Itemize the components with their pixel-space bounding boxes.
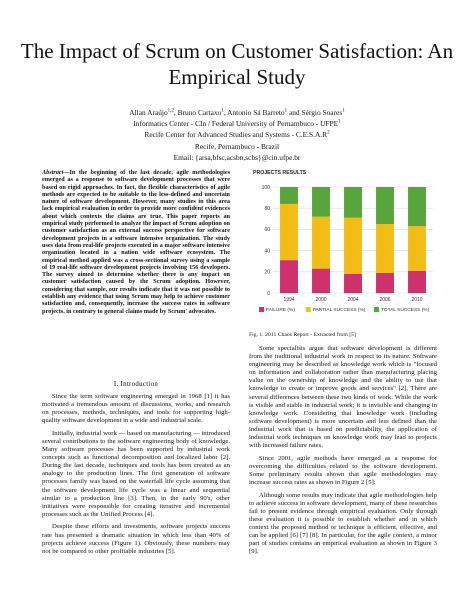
- abstract-label: Abstract: [42, 169, 64, 176]
- x-tick-label: 2004: [347, 297, 359, 303]
- paper-title: The Impact of Scrum on Customer Satisfaction: An Empirical Study: [20, 39, 454, 89]
- legend-label: FAILURE (%): [266, 308, 295, 313]
- legend-label: PARTIAL SUCCESS (%): [312, 308, 366, 313]
- intro-paragraph: Initially, industrial work — based on manufacturing — introduced several contributions to the software engineering body of knowledge. Many software processes has been supported by industrial work concepts such as functional decomposition and localized labor [2]. During the last decade, techniques and tools has been created as an analogy to the production lines. The first generation of software processes family was based on the waterfall life cycle assuming that the software development life cycle was a linear and sequential similar to a production line [3]. Then, in the early 90's, other initiatives were responsible for creating iterative and incremental processes such as the Unified Process [4].: [42, 429, 230, 518]
- x-tick-label: 2010: [411, 297, 423, 303]
- bar-segment: [344, 187, 362, 218]
- body-paragraph: Since 2001, agile methods have emerged as a response for overcoming the difficulties related to the software development. Some preliminary results shown that agile methodologies may increase success rates as shown in Figure 2 [5]:: [249, 454, 437, 486]
- author-names: Allan Araújo$^{1,2}$, Bruno Cartaxo$^1$, Antonio Sá Barreto$^1$ and Sérgio Soares$^1$: [129, 108, 345, 117]
- bar-segment: [280, 187, 298, 204]
- abstract-body: —In the beginning of the last decade, agile methodologies emerged as a response to software development processes that were based on rigid approaches. In fact, the flexible characteristics of agile methods are expected to be suitable to the less-defined and uncertain nature of software development. However, many studies in this area lack empirical evaluation in order to provide more confident evidences about which contexts the claims are true. This paper reports an empirical study performed to analyze the impact of Scrum adoption on customer satisfaction as an external success perspective for software development projects in a software intensive organization. The study uses data from real-life projects executed in a major software intensive organization located in a nation wide software ecosystem. The empirical method applied was a cross-sectional survey using a sample of 19 real-life software development projects involving 156 developers. The survey aimed to determine whether there is any impact on customer satisfaction caused by the Scrum adoption. However, considering that sample, our results indicate that it was not possible to establish any evidence that using Scrum may help to achieve customer satisfaction and, consequently, increase the success rates in software projects, in contrary to general claims made by Scrum' advocates.: [42, 169, 230, 315]
- author-block: [20, 107, 454, 163]
- bar-segment: [408, 226, 426, 271]
- y-tick-label: 40: [264, 248, 270, 255]
- bar-segment: [280, 204, 298, 260]
- affiliation-1: Informatics Center - CIn / Federal University of Pernambuco - UFPE$^1$: [133, 119, 341, 129]
- y-tick-label: 80: [264, 206, 270, 212]
- affiliation-2: Recife Center for Advanced Studies and Systems - $C.E.S.A.R^2$: [144, 130, 330, 140]
- y-tick-label: 100: [261, 184, 270, 191]
- chart-title: PROJECTS RESULTS: [253, 170, 307, 176]
- right-column-text: [249, 345, 437, 561]
- bar-segment: [312, 187, 330, 217]
- section-heading: I. Introduction: [113, 381, 159, 388]
- projects-results-chart: [249, 165, 437, 323]
- y-tick-label: 60: [264, 227, 270, 234]
- author-city: Recife, Pernambuco - Brazil: [194, 141, 280, 151]
- bar-segment: [312, 269, 330, 293]
- bar-segment: [280, 260, 298, 293]
- bar-segment: [376, 273, 394, 293]
- intro-paragraph: Despite these efforts and investments, software projects success rate has presented a dramatic situation in which less than 40% of projects achieve success (Figure 1). Obviously, these numbers may not be compared to other profitable industries [5].: [42, 523, 230, 555]
- figure-1: [249, 165, 437, 339]
- legend-swatch: [306, 307, 311, 312]
- bar-segment: [408, 187, 426, 226]
- y-tick-label: 20: [264, 269, 270, 276]
- x-tick-label: 2000: [315, 297, 327, 303]
- introduction-section: [42, 381, 230, 560]
- x-tick-label: 1994: [283, 297, 295, 303]
- intro-paragraph: Since the term software engineering emerged in 1968 [1] it has motivated a tremendous amount of discussions, works, and research on processes, methods, techniques, and tools for supporting high-quality software development in a wide and industrial scale.: [42, 393, 230, 425]
- y-tick-label: 0: [267, 290, 270, 297]
- legend-swatch: [259, 307, 264, 312]
- bar-segment: [344, 274, 362, 293]
- figure-caption: Fig. 1. 2011 Chaos Report - Extracted from [5]: [249, 332, 356, 338]
- x-tick-label: 2006: [379, 297, 391, 303]
- body-paragraph: Although some results may indicate that agile methodologies help to achieve success in software development, many of these researches fail to present evidence through empirical evaluation. Only through these evaluation it is possible to establish whether and in which context the proposed method or technique is efficient, effective, and can be applied [6] [7] [8]. In particular, for the agile context, a minor part of studies contains an empirical evaluation as shown in Figure 3 [9].: [249, 491, 437, 556]
- bar-segment: [408, 271, 426, 293]
- bar-segment: [344, 218, 362, 274]
- abstract: [42, 169, 230, 315]
- bar-segment: [312, 217, 330, 269]
- legend-label: TOTAL SUCCESS (%): [381, 308, 430, 313]
- author-email: Email: {arsa,bfsc,acsbn,scbs}@cin.ufpe.br: [173, 152, 301, 162]
- bar-segment: [376, 224, 394, 273]
- bar-segment: [376, 187, 394, 224]
- legend-swatch: [374, 307, 379, 312]
- body-paragraph: Some specialists argue that software development is different from the traditional industrial work in respect to its nature. Software engineering may be described as knowledge work which is "focused on information and collaboration rather than manufacturing placing value on the ownership of knowledge and the ability to use that knowledge to create or improve goods and services" [2]. There are several differences between these two kinds of work. While the work is visible and stable in industrial work; it is invisible and changing in knowledge work. Considering that knowledge work (including software development) is more uncertain and less defined than the industrial work that is based on predictability, the application of industrial work techniques on knowledge work may lead to projects with increased failure rates.: [249, 345, 437, 450]
